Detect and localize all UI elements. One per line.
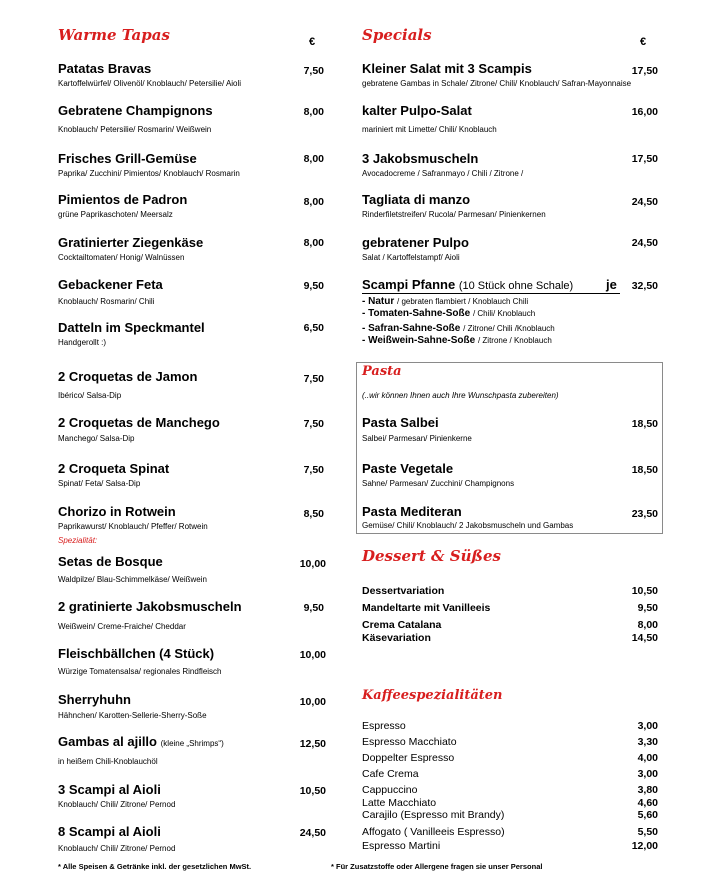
special-item-desc: Avocadocreme / Safranmayo / Chili / Zitrone / — [362, 169, 524, 178]
scampi-variant — [362, 323, 555, 334]
special-item-price: 24,50 — [631, 196, 658, 208]
scampi-pfanne-name: Scampi Pfanne — [362, 277, 456, 292]
coffee-item-name: Carajilo (Espresso mit Brandy) — [362, 809, 505, 821]
tapas-item-name: 8 Scampi al Aioli — [58, 824, 161, 839]
scampi-variant — [362, 308, 535, 319]
tapas-item-price: 10,50 — [299, 785, 326, 797]
pasta-item-name: Paste Vegetale — [362, 461, 454, 476]
tapas-item-price: 24,50 — [299, 827, 326, 839]
coffee-item-name: Latte Macchiato — [362, 797, 437, 809]
special-item-desc: mariniert mit Limette/ Chili/ Knoblauch — [362, 125, 497, 134]
footer-allergen-note: * Für Zusatzstoffe oder Allergene fragen sie unser Personal — [331, 862, 543, 871]
special-item-price: 17,50 — [631, 153, 658, 165]
scampi-pfanne-note: (10 Stück ohne Schale) — [458, 280, 574, 292]
scampi-variant — [362, 335, 552, 346]
coffee-item-price: 3,30 — [637, 736, 658, 748]
tapas-item-desc: grüne Paprikaschoten/ Meersalz — [58, 210, 173, 219]
tapas-item-desc: Paprika/ Zucchini/ Pimientos/ Knoblauch/ Rosmarin — [58, 169, 240, 178]
scampi-variant-name: - Natur — [362, 296, 395, 307]
tapas-item-desc: Handgerollt :) — [58, 338, 107, 347]
scampi-variant-desc: / gebraten flambiert / Knoblauch Chili — [397, 297, 529, 306]
tapas-item-name-text: Gambas al ajillo — [58, 734, 157, 749]
coffee-item-name: Espresso — [362, 720, 406, 732]
tapas-item-price: 8,00 — [303, 196, 324, 208]
specials-currency: € — [640, 36, 647, 48]
coffee-item-price: 5,60 — [637, 809, 658, 821]
scampi-variant-name: - Tomaten-Sahne-Soße — [362, 308, 471, 319]
coffee-item-price: 12,00 — [631, 840, 658, 852]
tapas-item-name: Sherryhuhn — [58, 692, 131, 707]
scampi-pfanne-price: 32,50 — [631, 280, 658, 292]
specialty-label: Spezialität: — [58, 536, 98, 545]
pasta-item-name: Pasta Mediteran — [362, 504, 462, 519]
warme-tapas-currency: € — [309, 36, 316, 48]
dessert-heading: Dessert & Süßes — [362, 547, 501, 565]
coffee-item-name: Affogato ( Vanilleeis Espresso) — [362, 826, 505, 838]
coffee-item-price: 5,50 — [637, 826, 658, 838]
tapas-item-desc: Cocktailtomaten/ Honig/ Walnüssen — [58, 253, 185, 262]
dessert-item-name: Crema Catalana — [362, 619, 442, 631]
tapas-item-desc: Weißwein/ Creme-Fraiche/ Cheddar — [58, 622, 186, 631]
tapas-item-name: 2 Croqueta Spinat — [58, 461, 170, 476]
tapas-item-desc: in heißem Chili-Knoblauchöl — [58, 757, 158, 766]
tapas-item-desc: Knoblauch/ Chili/ Zitrone/ Pernod — [58, 844, 176, 853]
tapas-item-price: 6,50 — [303, 322, 324, 334]
dessert-item-price: 14,50 — [631, 632, 658, 644]
tapas-item-desc: Paprikawurst/ Knoblauch/ Pfeffer/ Rotwein — [58, 522, 208, 531]
special-item-price: 17,50 — [631, 65, 658, 77]
special-item-name: kalter Pulpo-Salat — [362, 103, 472, 118]
coffee-item-price: 3,80 — [637, 784, 658, 796]
scampi-pfanne-per: je — [606, 277, 617, 292]
dessert-item-price: 9,50 — [637, 602, 658, 614]
special-item-desc: gebratene Gambas in Schale/ Zitrone/ Chili/ Knoblauch/ Safran-Mayonnaise — [362, 79, 632, 88]
warme-tapas-heading: Warme Tapas — [58, 26, 170, 44]
tapas-item-name-note: (kleine „Shrimps“) — [160, 739, 224, 748]
special-item-name: 3 Jakobsmuscheln — [362, 151, 479, 166]
coffee-heading: Kaffeespezialitäten — [362, 688, 503, 703]
dessert-item-name: Dessertvariation — [362, 585, 445, 597]
special-item-desc: Rinderfiletstreifen/ Rucola/ Parmesan/ Pinienkernen — [362, 210, 546, 219]
pasta-item-price: 23,50 — [631, 508, 658, 520]
coffee-item-price: 3,00 — [637, 768, 658, 780]
tapas-item-desc: Waldpilze/ Blau-Schimmelkäse/ Weißwein — [58, 575, 207, 584]
dessert-item-name: Mandeltarte mit Vanilleeis — [362, 602, 491, 614]
scampi-variant-desc: / Zitrone / Knoblauch — [477, 336, 552, 345]
coffee-item-price: 3,00 — [637, 720, 658, 732]
scampi-variant — [362, 296, 528, 307]
tapas-item-desc: Hähnchen/ Karotten-Sellerie-Sherry-Soße — [58, 711, 207, 720]
tapas-item-name — [58, 734, 224, 749]
tapas-item-desc: Kartoffelwürfel/ Olivenöl/ Knoblauch/ Petersilie/ Aioli — [58, 79, 242, 88]
scampi-variant-name: - Weißwein-Sahne-Soße — [362, 335, 476, 346]
coffee-item-name: Cappuccino — [362, 784, 418, 796]
dessert-item-name: Käsevariation — [362, 632, 431, 644]
tapas-item-price: 8,50 — [303, 508, 324, 520]
tapas-item-desc: Ibérico/ Salsa-Dip — [58, 391, 122, 400]
tapas-item-name: Patatas Bravas — [58, 61, 152, 76]
coffee-item-name: Espresso Martini — [362, 840, 441, 852]
pasta-item-desc: Gemüse/ Chili/ Knoblauch/ 2 Jakobsmuscheln und Gambas — [362, 521, 574, 530]
dessert-item-price: 8,00 — [637, 619, 658, 631]
pasta-item-desc: Sahne/ Parmesan/ Zucchini/ Champignons — [362, 479, 515, 488]
pasta-item-name: Pasta Salbei — [362, 415, 439, 430]
coffee-item-name: Doppelter Espresso — [362, 752, 455, 764]
coffee-item-price: 4,00 — [637, 752, 658, 764]
tapas-item-desc: Manchego/ Salsa-Dip — [58, 434, 135, 443]
tapas-item-name: Frisches Grill-Gemüse — [58, 151, 197, 166]
tapas-item-price: 8,00 — [303, 106, 324, 118]
tapas-item-price: 7,50 — [303, 65, 324, 77]
tapas-item-price: 10,00 — [299, 649, 326, 661]
special-item-price: 16,00 — [631, 106, 658, 118]
tapas-item-name: 2 gratinierte Jakobsmuscheln — [58, 599, 242, 614]
scampi-pfanne-underline — [362, 293, 620, 294]
tapas-item-price: 10,00 — [299, 558, 326, 570]
tapas-item-name: 2 Croquetas de Manchego — [58, 415, 220, 430]
tapas-item-name: Setas de Bosque — [58, 554, 163, 569]
tapas-item-price: 12,50 — [299, 738, 326, 750]
tapas-item-name: 3 Scampi al Aioli — [58, 782, 161, 797]
footer-vat-note: * Alle Speisen & Getränke inkl. der gesetzlichen MwSt. — [58, 862, 252, 871]
tapas-item-price: 7,50 — [303, 418, 324, 430]
tapas-item-price: 8,00 — [303, 237, 324, 249]
tapas-item-desc: Knoblauch/ Chili/ Zitrone/ Pernod — [58, 800, 176, 809]
special-item-price: 24,50 — [631, 237, 658, 249]
tapas-item-name: Gratinierter Ziegenkäse — [58, 235, 204, 250]
tapas-item-name: Fleischbällchen (4 Stück) — [58, 646, 215, 661]
tapas-item-name: Datteln im Speckmantel — [58, 320, 205, 335]
scampi-pfanne-title — [362, 277, 573, 292]
tapas-item-desc: Würzige Tomatensalsa/ regionales Rindfleisch — [58, 667, 222, 676]
tapas-item-name: Pimientos de Padron — [58, 192, 188, 207]
tapas-item-price: 8,00 — [303, 153, 324, 165]
scampi-variant-desc: / Chili/ Knoblauch — [472, 309, 536, 318]
tapas-item-name: Gebratene Champignons — [58, 103, 213, 118]
tapas-item-price: 7,50 — [303, 373, 324, 385]
special-item-desc: Salat / Kartoffelstampf/ Aioli — [362, 253, 460, 262]
tapas-item-price: 9,50 — [303, 280, 324, 292]
tapas-item-name: 2 Croquetas de Jamon — [58, 369, 198, 384]
special-item-name: Kleiner Salat mit 3 Scampis — [362, 61, 532, 76]
pasta-item-price: 18,50 — [631, 418, 658, 430]
coffee-item-name: Espresso Macchiato — [362, 736, 457, 748]
scampi-variant-desc: / Zitrone/ Chili /Knoblauch — [463, 324, 555, 333]
tapas-item-name: Chorizo in Rotwein — [58, 504, 176, 519]
scampi-variant-name: - Safran-Sahne-Soße — [362, 323, 461, 334]
dessert-item-price: 10,50 — [631, 585, 658, 597]
coffee-item-price: 4,60 — [637, 797, 658, 809]
tapas-item-price: 7,50 — [303, 464, 324, 476]
pasta-heading: Pasta — [362, 364, 402, 379]
tapas-item-price: 10,00 — [299, 696, 326, 708]
tapas-item-name: Gebackener Feta — [58, 277, 163, 292]
tapas-item-desc: Knoblauch/ Rosmarin/ Chili — [58, 297, 155, 306]
tapas-item-desc: Spinat/ Feta/ Salsa-Dip — [58, 479, 141, 488]
pasta-item-price: 18,50 — [631, 464, 658, 476]
tapas-item-desc: Knoblauch/ Petersilie/ Rosmarin/ Weißwein — [58, 125, 212, 134]
specials-heading: Specials — [362, 26, 432, 44]
pasta-note: (..wir können Ihnen auch Ihre Wunschpasta zubereiten) — [362, 391, 559, 400]
special-item-name: gebratener Pulpo — [362, 235, 469, 250]
pasta-item-desc: Salbei/ Parmesan/ Pinienkerne — [362, 434, 472, 443]
special-item-name: Tagliata di manzo — [362, 192, 471, 207]
coffee-item-name: Cafe Crema — [362, 768, 419, 780]
tapas-item-price: 9,50 — [303, 602, 324, 614]
